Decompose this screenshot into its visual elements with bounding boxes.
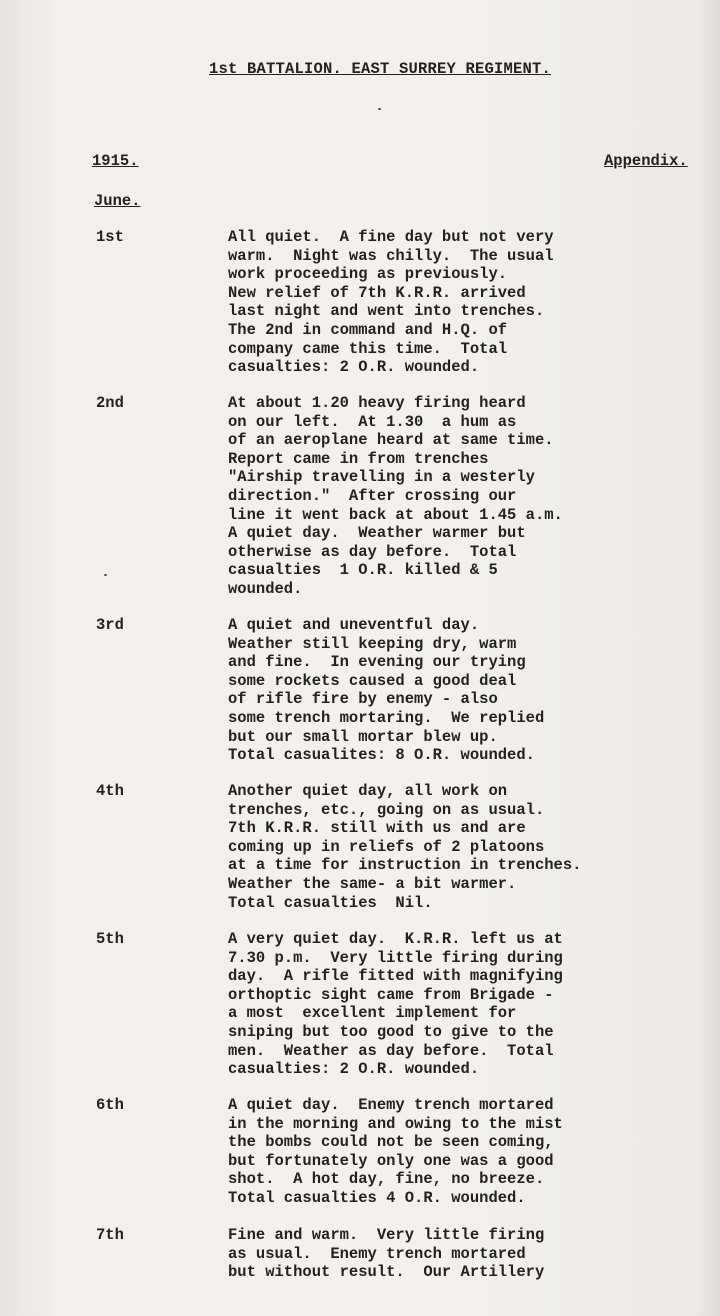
entry-text-line: orthoptic sight came from Brigade - [228,985,554,1004]
entry-text-line: casualties: 2 O.R. wounded. [228,1060,480,1079]
entry-text-line: trenches, etc., going on as usual. [228,800,545,819]
entry-text-line: A very quiet day. K.R.R. left us at [228,930,563,948]
entry-text-line: on our left. At 1.30 a hum as [228,412,517,431]
entry-text-line: A quiet day. Weather warmer but [228,524,526,543]
entry-text-line: but our small mortar blew up. [228,727,498,746]
entry-text-line: of an aeroplane heard at same time. [228,431,554,450]
entry-text-line: Another quiet day, all work on [228,782,508,800]
month-heading: June. [94,192,141,210]
entry-text-line: otherwise as day before. Total [228,542,517,561]
entry-date: 7th [96,1226,124,1244]
entry-text-line: shot. A hot day, fine, no breeze. [228,1170,545,1189]
entry-text-line: A quiet day. Enemy trench mortared [228,1096,554,1114]
appendix-heading: Appendix. [604,152,688,170]
entry-text-line: A quiet and uneventful day. [228,616,480,634]
entry-date: 3rd [96,616,124,634]
entry-date: 4th [96,782,124,800]
entry-text-line: some rockets caused a good deal [228,671,517,690]
entry-text-line: men. Weather as day before. Total [228,1041,554,1060]
entry-date: 1st [96,228,124,246]
entry-text-line: Weather still keeping dry, warm [228,634,517,653]
entry-text-line: 7.30 p.m. Very little firing during [228,948,563,967]
entry-text-line: but without result. Our Artillery [228,1263,545,1282]
entry-text-line: company came this time. Total [228,339,508,358]
entry-text-line: direction." After crossing our [228,487,517,505]
document-title: 1st BATTALION. EAST SURREY REGIMENT. [208,60,552,78]
entry-date: 2nd [96,394,124,412]
entry-text-line: Total casualties 4 O.R. wounded. [228,1189,526,1207]
ink-speck [104,574,107,576]
entry-text-line: some trench mortaring. We replied [228,709,545,727]
entry-date: 5th [96,930,124,948]
entry-text-line: Total casualites: 8 O.R. wounded. [228,746,535,765]
entry-text-line: Report came in from trenches [228,449,489,468]
entry-text-line: At about 1.20 heavy firing heard [228,394,526,412]
entry-text-line: day. A rifle fitted with magnifying [228,967,563,986]
entry-text-line: work proceeding as previously. [228,265,508,284]
entry-text-line: "Airship travelling in a westerly [228,468,535,487]
entry-text-line: at a time for instruction in trenches. [228,856,582,875]
entry-text-line: the bombs could not be seen coming, [228,1133,554,1152]
entry-text-line: wounded. [228,580,303,598]
entry-text-line: The 2nd in command and H.Q. of [228,321,508,339]
entry-text-line: Fine and warm. Very little firing [228,1226,545,1244]
entry-text-line: Weather the same- a bit warmer. [228,875,517,893]
entry-date: 6th [96,1096,124,1114]
entry-text-line: line it went back at about 1.45 a.m. [228,505,563,524]
entry-text-line: Total casualties Nil. [228,893,433,912]
ink-speck [378,108,381,110]
entry-text-line: casualties 1 O.R. killed & 5 [228,561,498,580]
entry-text-line: All quiet. A fine day but not very [228,228,554,246]
entry-text-line: and fine. In evening our trying [228,653,526,672]
entry-text-line: as usual. Enemy trench mortared [228,1244,526,1263]
entry-text-line: a most excellent implement for [228,1004,517,1023]
entry-text-line: last night and went into trenches. [228,302,545,321]
entry-text-line: warm. Night was chilly. The usual [228,246,554,265]
entry-text-line: but fortunately only one was a good [228,1151,554,1170]
year-heading: 1915. [92,152,139,170]
entry-text-line: casualties: 2 O.R. wounded. [228,358,480,377]
page-edge-shadow [698,0,720,1316]
entry-text-line: 7th K.R.R. still with us and are [228,819,526,838]
entry-text-line: of rifle fire by enemy - also [228,690,498,709]
entry-text-line: New relief of 7th K.R.R. arrived [228,283,526,302]
entry-text-line: coming up in reliefs of 2 platoons [228,837,545,856]
entry-text-line: in the morning and owing to the mist [228,1114,563,1133]
entry-text-line: sniping but too good to give to the [228,1023,554,1041]
